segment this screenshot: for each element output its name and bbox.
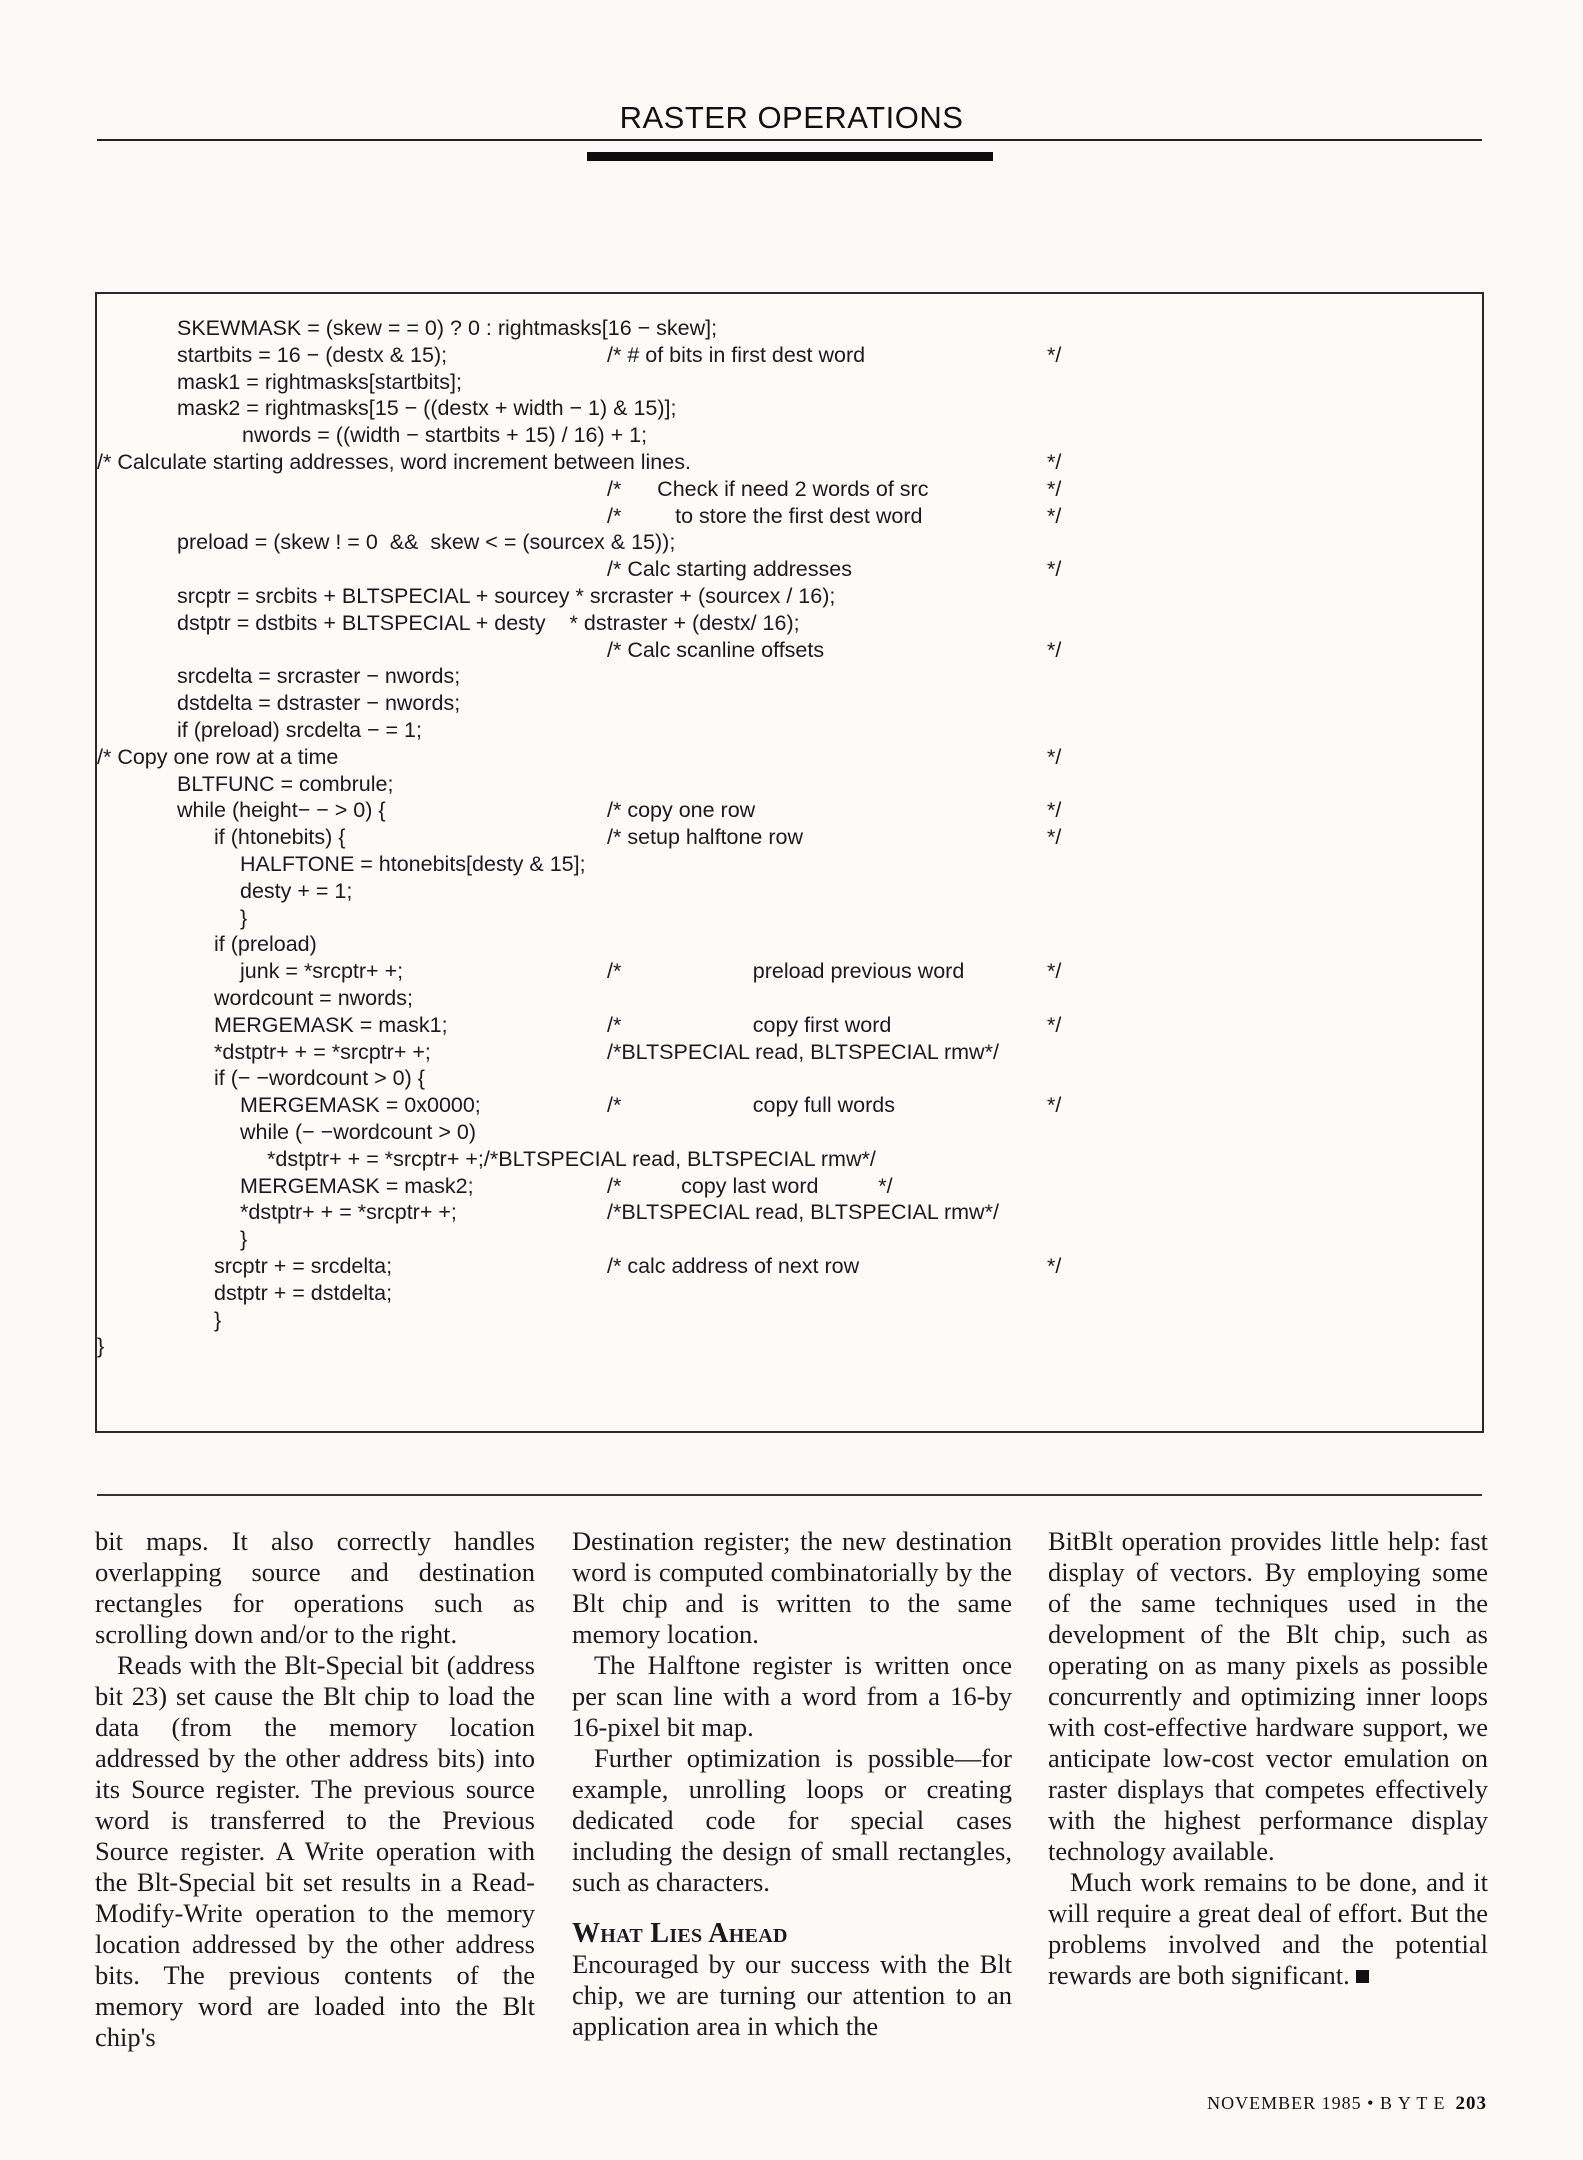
page-footer [1207,2093,1487,2115]
code-comment-end: */ [1047,342,1062,367]
code-comment: /* # of bits in first dest word [607,342,866,367]
code-comment-end: */ [1047,476,1062,501]
code-line: /* Calculate starting addresses, word increment between lines. [97,450,691,474]
code-line: MERGEMASK = mask2; [240,1173,474,1198]
code-line: nwords = ((width − startbits + 15) / 16) + 1; [242,423,648,448]
paragraph-text: Much work remains to be done, and it will require a great deal of effort. But the problems involved and the potential rewards are both significant. [1048,1867,1488,1990]
code-line: if (htonebits) { [214,825,346,850]
code-comment-end: */ [1047,825,1062,850]
header-rule [97,139,1482,141]
code-comment-end: */ [1047,1093,1062,1118]
code-line: } [214,1307,222,1332]
paragraph [1048,1867,1488,1991]
code-comment: /* calc address of next row [607,1254,860,1278]
code-comment: /* Calc starting addresses [607,557,852,582]
code-comment: /* copy first word [607,1012,892,1037]
code-line: mask2 = rightmasks[15 − ((destx + width − 1) & 15)]; [177,396,677,421]
code-line: MERGEMASK = mask1; [214,1012,448,1037]
code-line: } [240,905,248,930]
code-line: *dstptr+ + = *srcptr+ +; [214,1039,431,1064]
code-line: if (− −wordcount > 0) { [214,1066,425,1091]
code-line: dstdelta = dstraster − nwords; [177,691,461,716]
code-line: startbits = 16 − (destx & 15); [177,342,448,367]
code-comment: /* Check if need 2 words of src [607,476,929,501]
code-comment: /* copy one row [607,798,756,823]
code-line: *dstptr+ + = *srcptr+ +; [240,1200,457,1225]
paragraph: bit maps. It also correctly handles overlapping source and destination rectangles for operations such as scrolling down and/or to the right. [95,1526,535,1649]
code-line: junk = *srcptr+ +; [240,959,404,984]
code-line: if (preload) [214,932,317,957]
code-line: srcptr + = srcdelta; [214,1254,393,1278]
code-comment-end: */ [1047,450,1062,474]
code-comment-end: */ [1047,1254,1062,1278]
code-comment-end: */ [1047,503,1062,528]
code-line: HALFTONE = htonebits[desty & 15]; [240,852,586,876]
code-comment-end: */ [1047,798,1062,823]
code-comment: /* preload previous word [607,959,965,984]
code-comment-end: */ [1047,1012,1062,1037]
code-line: while (height− − > 0) { [177,798,386,823]
code-comment: /* Calc scanline offsets [607,637,825,662]
paragraph: BitBlt operation provides little help: fast display of vectors. By employing some of the same techniques used in the development of the Blt chip, such as operating on as many pixels as possible concurrently and optimizing inner loops with cost-effective hardware support, we anticipate low-cost vector emulation on raster displays that competes effectively with the highest performance display technology available. [1048,1526,1488,1866]
paragraph: Encouraged by our success with the Blt chip, we are turning our attention to an application area in which the [572,1949,1012,2041]
code-line: /* Copy one row at a time [97,744,339,769]
code-line: *dstptr+ + = *srcptr+ +;/*BLTSPECIAL read, BLTSPECIAL rmw*/ [267,1146,876,1171]
code-line: BLTFUNC = combrule; [177,771,394,796]
code-line: dstptr = dstbits + BLTSPECIAL + desty * dstraster + (destx/ 16); [177,610,800,635]
code-comment: /* copy full words [607,1093,895,1118]
paragraph: Reads with the Blt-Special bit (address bit 23) set cause the Blt chip to load the data (from the memory location addressed by the other address bits) into its Source register. The previous source word is transferred to the Previous Source register. A Write operation with the Blt-Special bit set results in a Read-Modify-Write operation to the memory location addressed by the other address bits. The previous contents of the memory word are loaded into the Blt chip's [95,1650,535,2052]
code-line: mask1 = rightmasks[startbits]; [177,369,462,394]
code-comment: /* to store the first dest word [607,503,923,528]
code-line: desty + = 1; [240,878,353,903]
code-listing-box [95,292,1484,1433]
code-line: dstptr + = dstdelta; [214,1280,393,1305]
code-line: MERGEMASK = 0x0000; [240,1093,481,1118]
code-comment: /*BLTSPECIAL read, BLTSPECIAL rmw*/ [607,1039,999,1064]
text-column-1 [95,1526,535,2053]
code-comment: /* setup halftone row [607,825,804,850]
section-heading: What Lies Ahead [572,1918,788,1949]
header-bar [587,152,993,161]
text-column-3 [1048,1526,1488,1991]
code-line: wordcount = nwords; [214,986,413,1010]
code-line: SKEWMASK = (skew = = 0) ? 0 : rightmasks[16 − skew]; [177,316,718,340]
paragraph: Destination register; the new destination word is computed combinatorially by the Blt chip and is written to the same memory location. [572,1526,1012,1649]
page-header-title: RASTER OPERATIONS [619,100,964,135]
code-comment-end: */ [1047,637,1062,662]
footer-issue: NOVEMBER 1985 • B Y T E [1207,2093,1446,2113]
code-comment: /*BLTSPECIAL read, BLTSPECIAL rmw*/ [607,1200,999,1225]
code-line: } [97,1334,105,1359]
code-line: while (− −wordcount > 0) [240,1120,477,1144]
text-column-2 [572,1526,1012,2042]
section-divider [97,1494,1482,1496]
code-comment: /* copy last word */ [607,1173,893,1198]
code-line: } [240,1227,248,1252]
code-line: srcptr = srcbits + BLTSPECIAL + sourcey * srcraster + (sourcex / 16); [177,584,836,608]
paragraph: The Halftone register is written once per scan line with a word from a 16-by 16-pixel bit map. [572,1650,1012,1742]
code-comment-end: */ [1047,557,1062,582]
code-line: srcdelta = srcraster − nwords; [177,664,461,689]
end-of-article-mark [1356,1970,1369,1983]
code-comment-end: */ [1047,959,1062,984]
page-number: 203 [1455,2093,1487,2114]
code-comment-end: */ [1047,744,1062,769]
paragraph: Further optimization is possible—for example, unrolling loops or creating dedicated code for special cases including the design of small rectangles, such as characters. [572,1743,1012,1897]
code-line: if (preload) srcdelta − = 1; [177,718,422,742]
code-line: preload = (skew ! = 0 && skew < = (sourcex & 15)); [177,530,676,555]
